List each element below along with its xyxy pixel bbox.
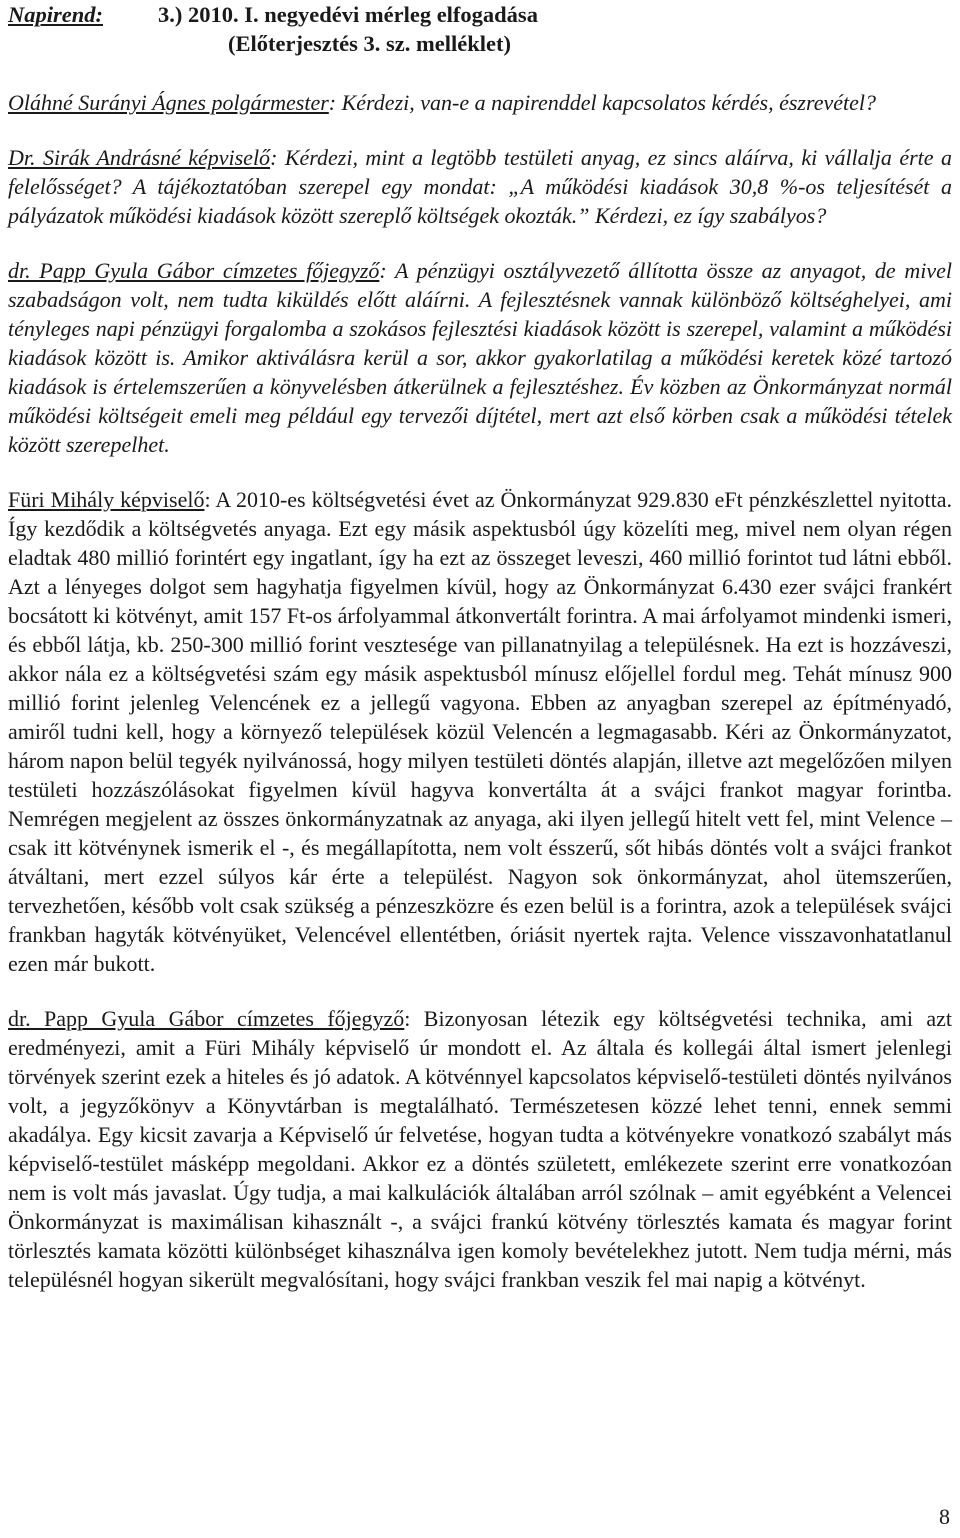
page-number: 8	[939, 1504, 950, 1529]
paragraph-text: : Kérdezi, mint a legtöbb testületi anyag, ez sincs aláírva, ki vállalja érte a felelősséget? A tájékoztatóban szerepel egy mondat: „A működési kiadások 30,8 %-os teljesítését a pályázatok működési kiadások között szereplő költségek okozták.” Kérdezi, ez így szabályos?	[8, 145, 952, 228]
paragraph-mayor	[8, 88, 952, 117]
spacer	[8, 459, 952, 485]
agenda-title: 3.) 2010. I. negyedévi mérleg elfogadása	[158, 2, 538, 27]
spacer	[8, 230, 952, 256]
speaker-name: Füri Mihály képviselő	[8, 487, 205, 512]
document-page	[8, 0, 952, 1294]
paragraph-text: : Bizonyosan létezik egy költségvetési technika, ami azt eredményezi, amit a Füri Mihály képviselő úr mondott el. Az általa és kollegái által ismert jelenlegi törvények szerint ezek a hiteles és jó adatok. A kötvénnyel kapcsolatos képviselő-testületi döntés nyilvános volt, a jegyzőkönyv a Könyvtárban is megtalálható. Természetesen közzé lehet tenni, ennek semmi akadálya. Egy kicsit zavarja a Képviselő úr felvetése, hogyan tudta a kötvényekre vonatkozó szabályt más képviselő-testület másképp megoldani. Akkor ez a döntés született, emlékezete szerint erre vonatkozóan nem is volt más javaslat. Úgy tudja, a mai kalkulációk általában arról szólnak – amit egyébként a Velencei Önkormányzat is maximálisan kihasznált -, a svájci frankú kötvény törlesztés kamata és magyar forint törlesztés kamata közötti különbséget kihasználva igen komoly bevételekhez jutott. Nem tudja mérni, más településnél hogyan sikerült megvalósítani, hogy svájci frankban veszik fel mai napig a kötvényt.	[8, 1006, 953, 1292]
paragraph-papp-1	[8, 256, 952, 459]
paragraph-text: : A 2010-es költségvetési évet az Önkormányzat 929.830 eFt pénzkészlettel nyitotta. Így kezdődik a költségvetés anyaga. Ezt egy másik aspektusból úgy közelíti meg, mivel nem olyan régen eladtak 480 millió forintért egy ingatlant, így ha ezt az összeget leveszi, 460 millió forintot tud látni ebből. Azt a lényeges dolgot sem hagyhatja figyelmen kívül, hogy az Önkormányzat 6.430 ezer svájci frankért bocsátott ki kötvényt, amit 157 Ft-os árfolyammal átkonvertált forintra. A mai árfolyamot mindenki ismeri, és ebből látja, kb. 250-300 millió forint vesztesége van pillanatnyilag a településnek. Ha ezt is hozzáveszi, akkor nála ez a költségvetési szám egy másik aspektusból mínusz előjellel fordul meg. Tehát mínusz 900 millió forint jelenleg Velencének ez a jellegű vagyona. Ebben az anyagban szerepel az építményadó, amiről tudni kell, hogy a környező települések közül Velencén a legmagasabb. Kéri az Önkormányzatot, három napon belül tegyék nyilvánossá, hogy milyen testületi döntés alapján, illetve azt megelőzően milyen testületi hozzászólásokat figyelmen kívül hagyva konvertálta át a svájci frankot magyar forintba. Nemrégen megjelent az összes önkormányzatnak az anyaga, aki ilyen jellegű hitelt vett fel, mint Velence – csak itt kötvénynek ismerik el -, és megállapította, nem volt ésszerű, sőt hibás döntés volt a svájci frankot átváltani, mert ezzel súlyos kár érte a települést. Nagyon sok önkormányzat, ahol ütemszerűen, tervezhetően, később volt csak szükség a pénzeszközre és ezen belül is a forintra, azok a települések svájci frankban hagyták kötvényüket, Velencével ellentétben, óriásit nyertek rajta. Velence visszavonhatatlanul ezen már bukott.	[8, 487, 952, 976]
speaker-name: dr. Papp Gyula Gábor címzetes főjegyző	[8, 1006, 405, 1031]
paragraph-papp-2	[8, 1004, 952, 1294]
paragraph-text-italic: : A pénzügyi osztályvezető állította össze az anyagot, de mivel szabadságon volt, nem tudta kiküldés előtt aláírni.	[8, 258, 952, 312]
agenda-subtitle: (Előterjesztés 3. sz. melléklet)	[228, 31, 511, 56]
spacer	[8, 117, 952, 143]
agenda-header	[8, 0, 952, 62]
spacer	[8, 978, 952, 1004]
spacer	[8, 62, 952, 88]
speaker-name: Dr. Sirák Andrásné képviselő	[8, 145, 271, 170]
speaker-name: Oláhné Surányi Ágnes polgármester	[8, 90, 329, 115]
paragraph-furi	[8, 485, 952, 978]
paragraph-text: A fejlesztésnek vannak különböző költséghelyei, ami tényleges napi pénzügyi forgalomba a szokásos fejlesztési kiadások között is szerepel, valamint a működési kiadások között is. Amikor aktiválásra kerül a sor, akkor gyakorlatilag a működési keretek közé tartozó kiadások is értelemszerűen a könyvelésben átkerülnek a fejlesztéshez. Év közben az Önkormányzat normál működési költségeit emeli meg például egy tervezői díjtétel, mert azt első körben csak a működési tételek között szerepelhet.	[8, 287, 952, 457]
speaker-name: dr. Papp Gyula Gábor címzetes főjegyző	[8, 258, 380, 283]
paragraph-text: : Kérdezi, van-e a napirenddel kapcsolatos kérdés, észrevétel?	[328, 90, 876, 115]
paragraph-sirak	[8, 143, 952, 230]
agenda-label: Napirend:	[8, 2, 103, 27]
